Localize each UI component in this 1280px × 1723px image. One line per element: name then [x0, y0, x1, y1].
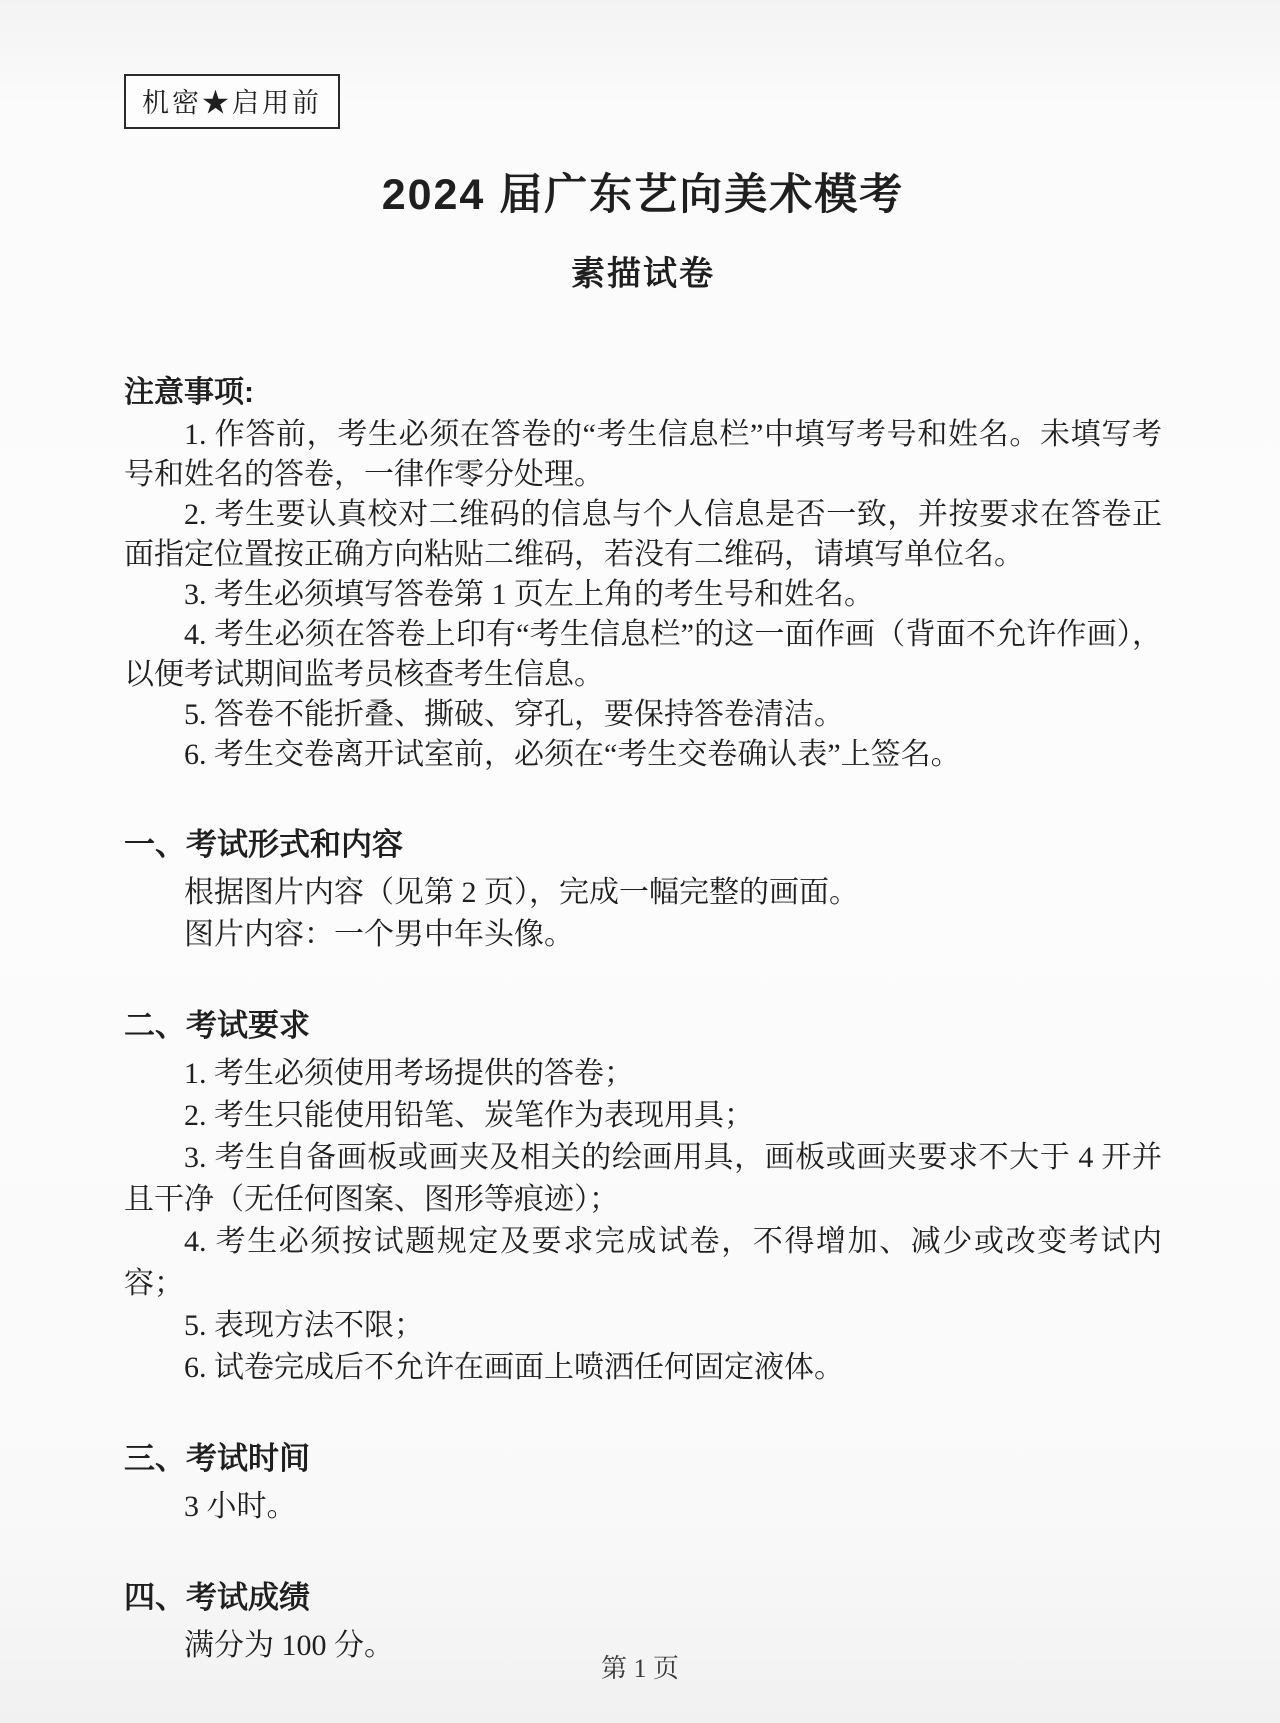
section-2-item-2: 2. 考生只能使用铅笔、炭笔作为表现用具； — [184, 1099, 754, 1132]
section-exam-time — [124, 1433, 1162, 1528]
section-2-item-3: 3. 考生自备画板或画夹及相关的绘画用具，画板或画夹要求不大于 4 开并且干净（无任何图案、图形等痕迹）； — [124, 1141, 1162, 1216]
notice-heading: 注意事项: — [124, 376, 254, 409]
section-exam-requirements — [124, 1000, 1162, 1389]
section-1-paragraph-1: 根据图片内容（见第 2 页），完成一幅完整的画面。 — [184, 876, 859, 909]
section-exam-format — [124, 819, 1162, 956]
page-number: 第 1 页 — [600, 1654, 679, 1683]
notice-item-1: 1. 作答前，考生必须在答卷的“考生信息栏”中填写考号和姓名。未填写考号和姓名的答卷，一律作零分处理。 — [124, 418, 1162, 491]
section-2-item-4: 4. 考生必须按试题规定及要求完成试卷，不得增加、减少或改变考试内容； — [124, 1225, 1162, 1300]
section-heading-2: 二、考试要求 — [124, 1008, 310, 1043]
section-4-paragraph-1: 满分为 100 分。 — [184, 1629, 394, 1662]
notice-item-2: 2. 考生要认真校对二维码的信息与个人信息是否一致，并按要求在答卷正面指定位置按正确方向粘贴二维码，若没有二维码，请填写单位名。 — [124, 498, 1162, 571]
notice-item-3: 3. 考生必须填写答卷第 1 页左上角的考生号和姓名。 — [184, 578, 874, 611]
notice-item-5: 5. 答卷不能折叠、撕破、穿孔，要保持答卷清洁。 — [184, 698, 844, 731]
notice-item-4: 4. 考生必须在答卷上印有“考生信息栏”的这一面作画（背面不允许作画），以便考试期间监考员核查考生信息。 — [124, 618, 1162, 691]
section-2-item-1: 1. 考生必须使用考场提供的答卷； — [184, 1057, 634, 1090]
page-title: 2024 届广东艺向美术模考 — [381, 171, 905, 219]
section-heading-3: 三、考试时间 — [124, 1441, 310, 1476]
confidential-stamp — [124, 74, 340, 129]
notice-item-6: 6. 考生交卷离开试室前，必须在“考生交卷确认表”上签名。 — [184, 738, 961, 771]
section-heading-4: 四、考试成绩 — [124, 1580, 310, 1615]
section-2-item-6: 6. 试卷完成后不允许在画面上喷洒任何固定液体。 — [184, 1351, 844, 1384]
section-heading-1: 一、考试形式和内容 — [124, 827, 403, 862]
section-2-item-5: 5. 表现方法不限； — [184, 1309, 424, 1342]
section-3-paragraph-1: 3 小时。 — [184, 1490, 297, 1523]
page-subtitle: 素描试卷 — [571, 255, 715, 293]
confidential-label: 机密★启用前 — [142, 88, 322, 118]
section-1-paragraph-2: 图片内容：一个男中年头像。 — [184, 918, 574, 951]
notice-section — [124, 367, 1162, 775]
